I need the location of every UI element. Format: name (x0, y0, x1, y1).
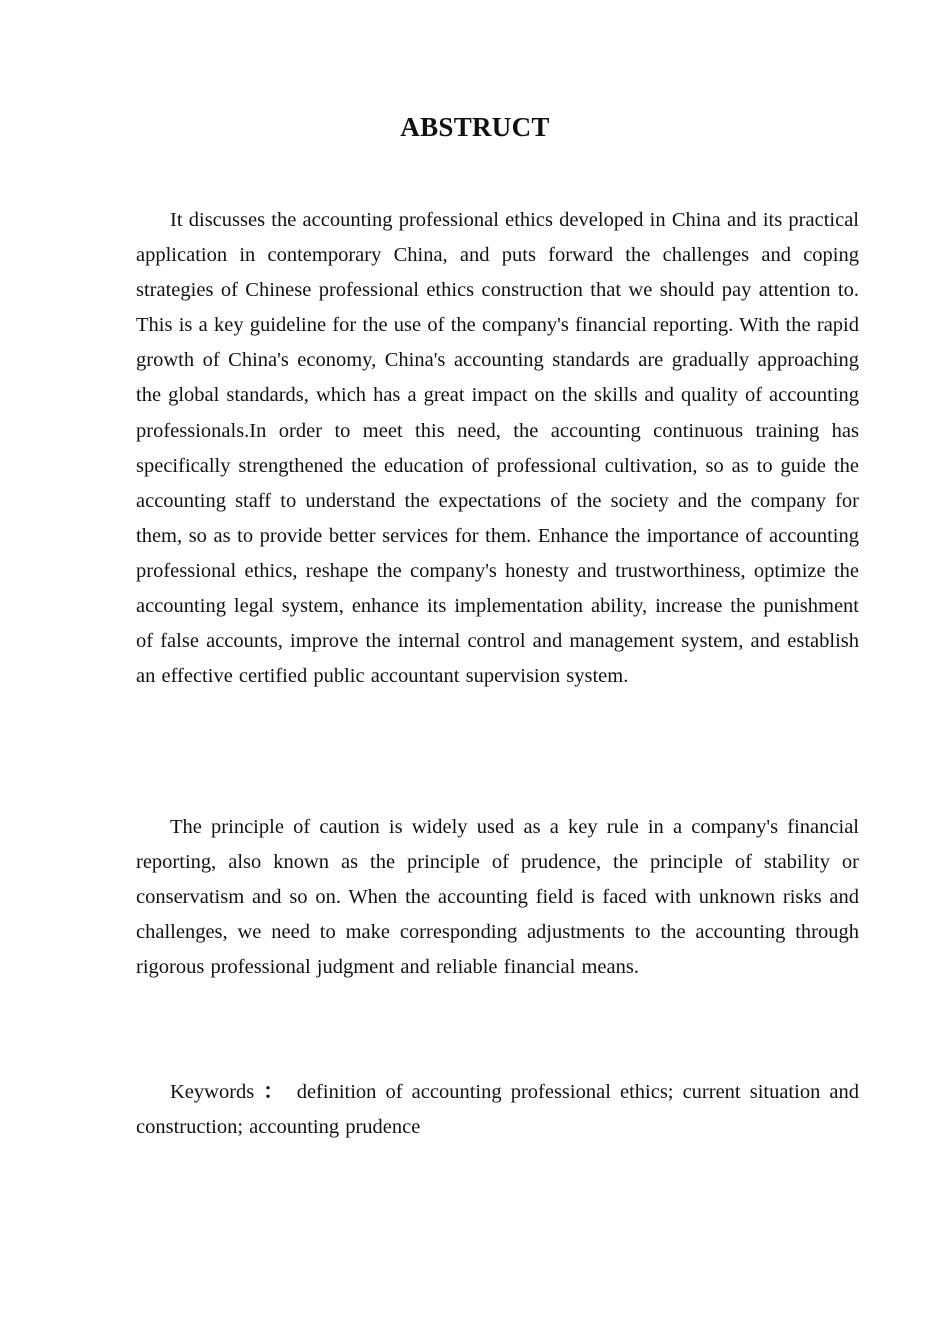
abstract-paragraph-2: The principle of caution is widely used as a key rule in a company's financial reporting, also known as the principle of prudence, the principle of stability or conservatism and so on. When the accounting field is faced with unknown risks and challenges, we need to make corresponding adjustments to the accounting through rigorous professional judgment and reliable financial means. (136, 816, 859, 979)
keywords-label: Keywords (170, 1081, 255, 1103)
keywords-paragraph (136, 1075, 859, 1145)
keywords-separator: ： (260, 1081, 287, 1103)
keywords-text: definition of accounting professional ethics; current situation and construction; accounting prudence (136, 1081, 860, 1139)
page-title: ABSTRUCT (400, 112, 550, 142)
abstract-paragraph-1: It discusses the accounting professional ethics developed in China and its practical application in contemporary China, and puts forward the challenges and coping strategies of Chinese professional ethics construction that we should pay attention to. This is a key guideline for the use of the company's financial reporting. With the rapid growth of China's economy, China's accounting standards are gradually approaching the global standards, which has a great impact on the skills and quality of accounting professionals.In order to meet this need, the accounting continuous training has specifically strengthened the education of professional cultivation, so as to guide the accounting staff to understand the expectations of the society and the company for them, so as to provide better services for them. Enhance the importance of accounting professional ethics, reshape the company's honesty and trustworthiness, optimize the accounting legal system, enhance its implementation ability, increase the punishment of false accounts, improve the internal control and management system, and establish an effective certified public accountant supervision system. (136, 209, 859, 688)
